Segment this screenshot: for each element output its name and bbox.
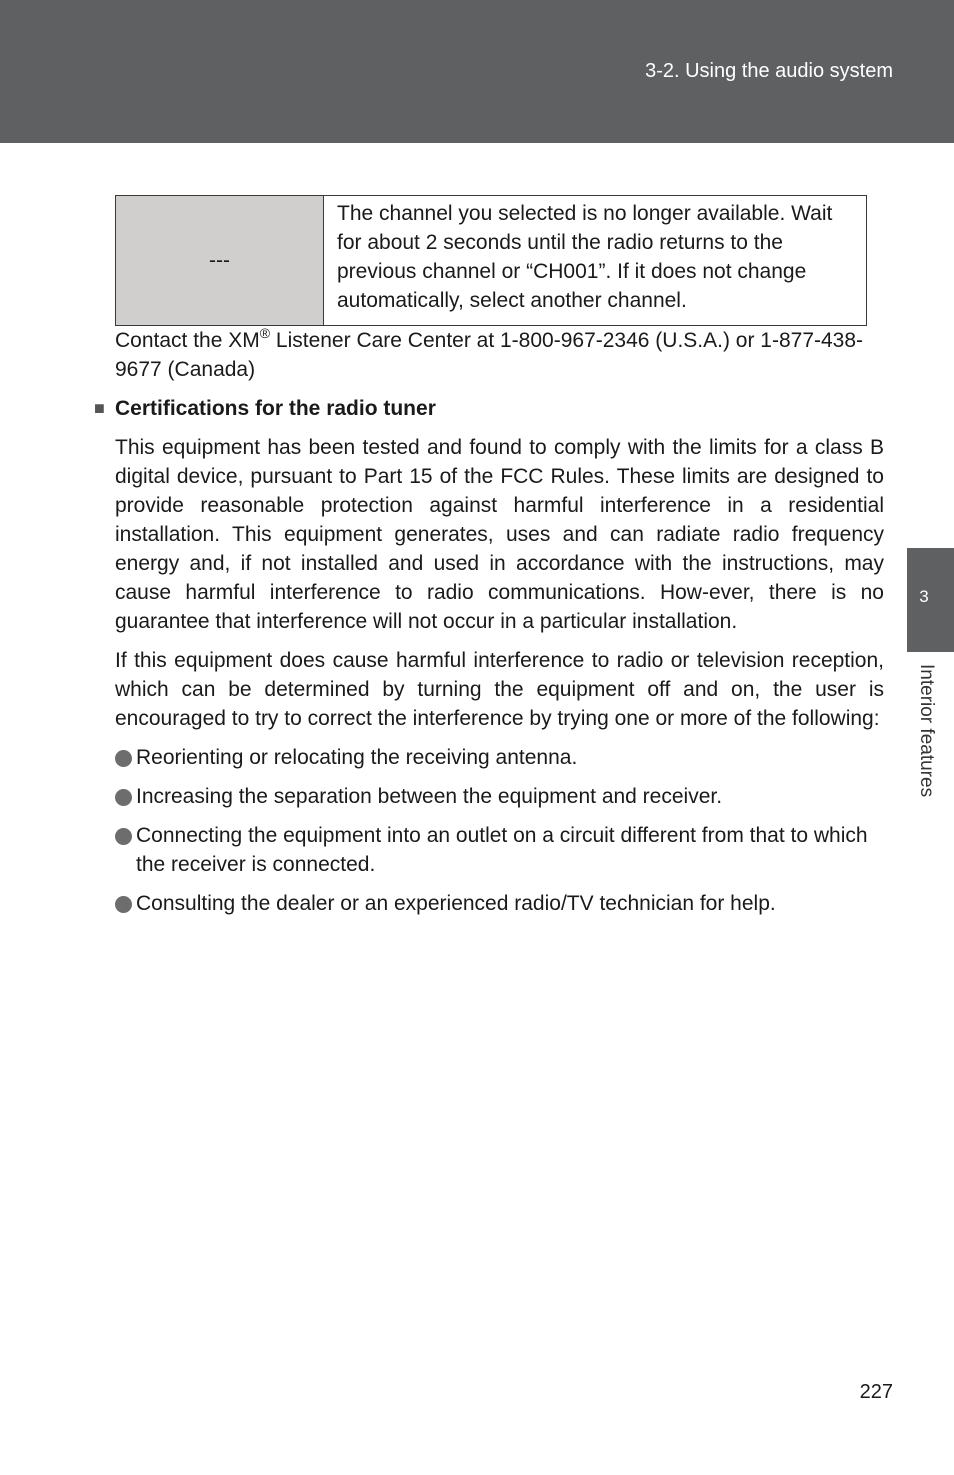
section-heading-text: Certifications for the radio tuner (115, 397, 436, 420)
list-item (115, 782, 884, 811)
list-item-text: Reorienting or relocating the receiving antenna. (136, 746, 578, 769)
list-item (115, 743, 884, 772)
message-code-cell: --- (116, 196, 324, 326)
contact-prefix: Contact the XM (115, 329, 260, 352)
bullet-dot-icon (115, 828, 132, 845)
header-band (0, 0, 954, 143)
message-description-cell: The channel you selected is no longer available. Wait for about 2 seconds until the radio returns to the previous channel or “CH001”. If it does not change automatically, select another channel. (324, 196, 867, 326)
list-item-text: Increasing the separation between the equipment and receiver. (136, 785, 723, 808)
bullet-dot-icon (115, 789, 132, 806)
list-item (115, 889, 884, 918)
bullet-dot-icon (115, 896, 132, 913)
table-row (116, 196, 867, 326)
contact-text: Listener Care Center at 1-800-967-2346 (U.S.A.) or 1-877-438-9677 (Canada) (115, 329, 864, 381)
page-number: 227 (859, 1381, 893, 1403)
message-table (115, 195, 867, 326)
body-paragraph: If this equipment does cause harmful interference to radio or television reception, which can be determined by turning the equipment off and on, the user is encouraged to try to correct the interference by trying one or more of the following: (115, 649, 884, 730)
contact-paragraph (115, 326, 884, 384)
body-paragraph: This equipment has been tested and found to comply with the limits for a class B digital device, pursuant to Part 15 of the FCC Rules. These limits are designed to provide reasonable protection against harmful interference in a residential installation. This equipment generates, uses and can radiate radio frequency energy and, if not installed and used in accordance with the instructions, may cause harmful interference to radio communications. How-ever, there is no guarantee that interference will not occur in a particular installation. (115, 436, 884, 633)
section-heading (94, 394, 884, 423)
square-bullet-icon: ■ (94, 398, 105, 418)
bullet-dot-icon (115, 750, 132, 767)
main-content (94, 325, 884, 928)
bullet-list (115, 743, 884, 918)
chapter-tab (907, 548, 954, 652)
chapter-label: Interior features (916, 664, 937, 798)
section-title: 3-2. Using the audio system (645, 60, 893, 82)
registered-mark: ® (259, 325, 271, 341)
list-item-text: Connecting the equipment into an outlet on a circuit different from that to which the receiver is connected. (136, 824, 868, 876)
list-item-text: Consulting the dealer or an experienced radio/TV technician for help. (136, 892, 776, 915)
list-item (115, 821, 884, 879)
chapter-number: 3 (919, 587, 929, 606)
